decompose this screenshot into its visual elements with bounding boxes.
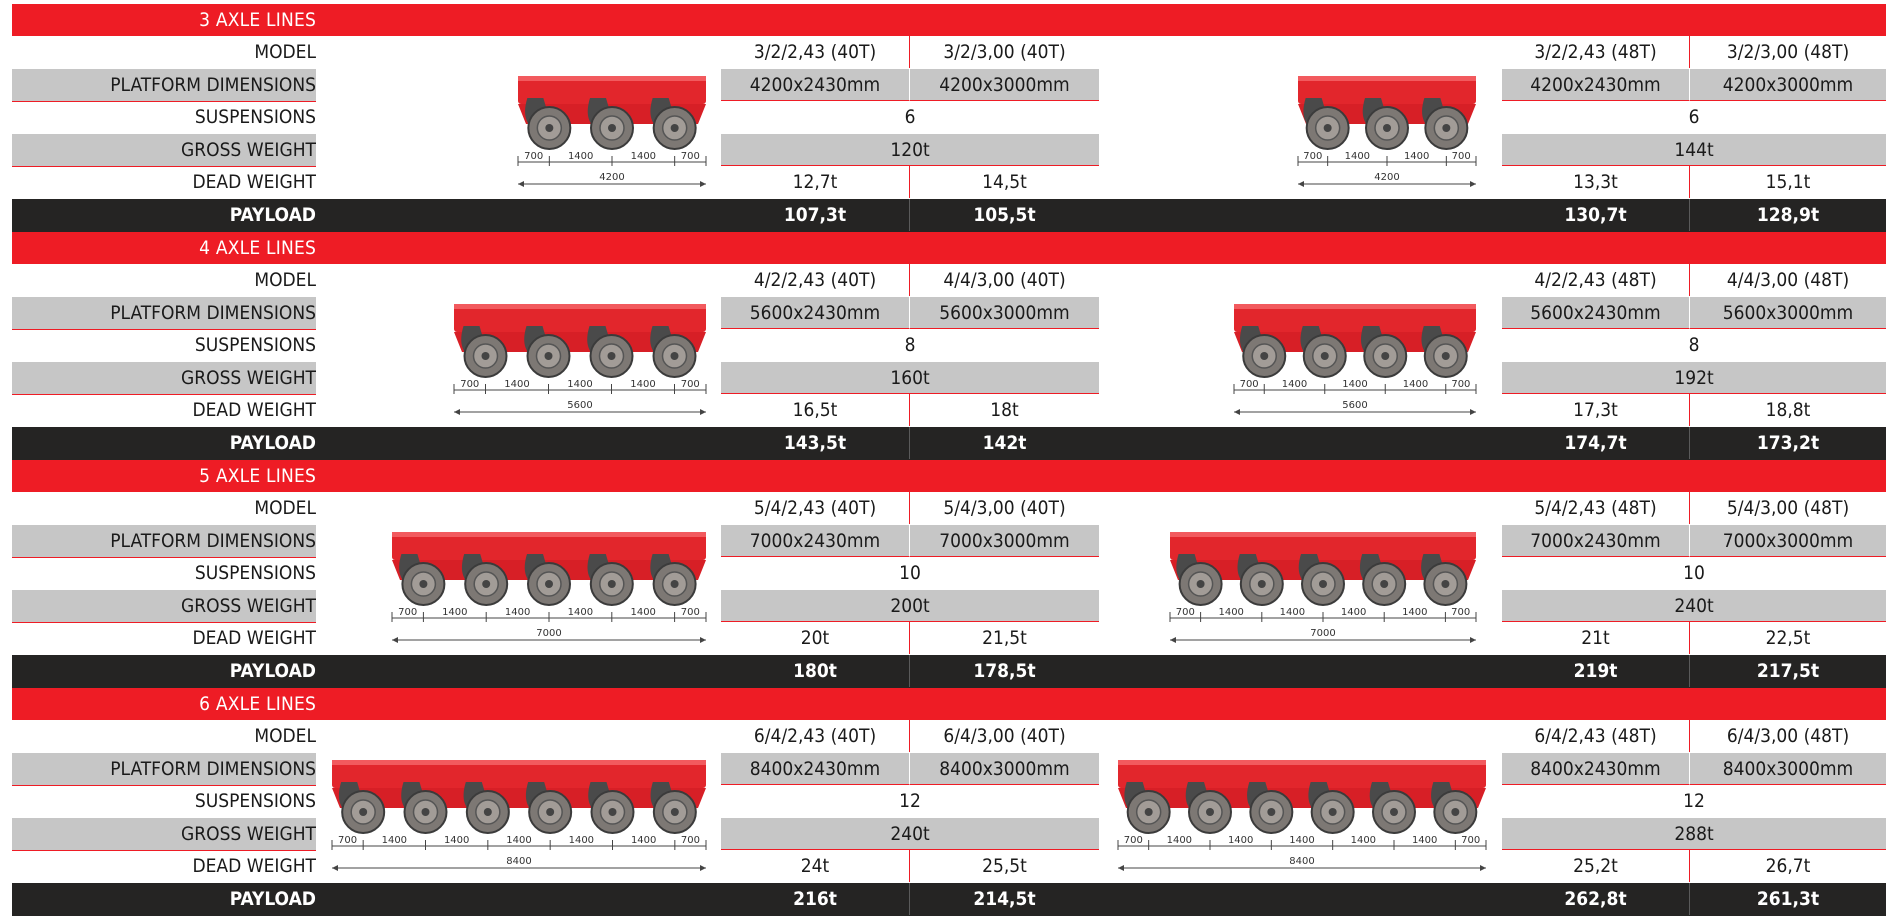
dead-cell: 18t [990,399,1019,422]
spacing-label: 1400 [567,151,594,162]
model-row [12,492,1886,525]
dead-cell: 17,3t [1502,394,1690,426]
payload-row [12,883,1886,916]
spacing-label: 1400 [1227,835,1254,846]
total-length-label: 5600 [567,400,593,411]
model-cell: 3/2/3,00 (48T) [1726,41,1850,63]
payload-label: PAYLOAD [229,204,316,226]
payload-cell: 216t [721,883,910,915]
dead-cell: 21t [1502,622,1690,654]
spacing-label: 700 [1175,607,1195,618]
payload-cell: 214,5t [973,888,1036,910]
payload-cell: 180t [721,655,910,687]
payload-cell: 178,5t [973,660,1036,682]
payload-cell: 262,8t [1502,883,1690,915]
dead-row [12,850,1886,883]
spacing-label: 700 [680,607,700,618]
gross-cell: 240t [1502,590,1886,622]
model-cell: 4/4/3,00 (40T) [943,269,1066,291]
gross-label: GROSS WEIGHT [12,590,316,623]
spacing-label: 1400 [1281,379,1308,390]
model-label: MODEL [254,269,316,291]
platform-label: PLATFORM DIMENSIONS [12,297,316,330]
payload-row [12,427,1886,460]
dead-cell: 25,5t [982,855,1027,878]
suspensions-label: SUSPENSIONS [194,562,316,585]
suspensions-cell: 8 [1688,334,1700,357]
trailer-drawing [448,294,712,422]
gross-row [12,590,1886,623]
gross-cell: 192t [1502,362,1886,394]
dead-label: DEAD WEIGHT [192,171,316,194]
spacing-label: 700 [1303,151,1323,162]
model-cell: 6/4/2,43 (48T) [1502,720,1690,752]
spacing-label: 700 [524,151,544,162]
spacing-label: 1400 [443,835,470,846]
payload-cell: 219t [1502,655,1690,687]
payload-cell: 128,9t [1756,204,1820,226]
gross-row [12,134,1886,167]
section-header [12,460,1886,492]
suspensions-cell: 8 [904,334,916,357]
suspensions-label: SUSPENSIONS [194,790,316,813]
model-row [12,36,1886,69]
trailer-drawing [1112,750,1492,878]
gross-cell: 144t [1502,134,1886,166]
spacing-label: 1400 [567,607,594,618]
spacing-label: 700 [1451,379,1471,390]
suspensions-cell: 12 [1683,790,1705,813]
model-row [12,720,1886,753]
payload-cell: 261,3t [1756,888,1820,910]
platform-cell: 8400x3000mm [1690,753,1886,785]
payload-cell: 107,3t [721,199,910,231]
platform-cell: 4200x2430mm [721,69,910,101]
spacing-label: 1400 [1402,379,1429,390]
suspensions-label: SUSPENSIONS [194,334,316,357]
platform-cell: 7000x2430mm [1502,525,1690,557]
spacing-label: 700 [1461,835,1481,846]
payload-cell: 174,7t [1502,427,1690,459]
platform-cell: 4200x2430mm [1502,69,1690,101]
model-cell: 5/4/3,00 (40T) [943,497,1066,519]
payload-cell: 173,2t [1756,432,1820,454]
platform-label: PLATFORM DIMENSIONS [12,69,316,102]
suspensions-cell: 6 [904,106,916,129]
model-label: MODEL [254,725,316,747]
spacing-label: 700 [1451,607,1471,618]
spacing-label: 1400 [1289,835,1315,846]
trailer-drawing [512,66,712,194]
dead-cell: 15,1t [1765,171,1811,194]
payload-cell: 143,5t [721,427,910,459]
platform-row [12,297,1886,330]
suspensions-row [12,101,1886,134]
payload-cell: 105,5t [973,204,1036,226]
payload-row [12,199,1886,232]
section-title: 5 AXLE LINES [199,465,316,487]
platform-row [12,753,1886,786]
model-cell: 4/4/3,00 (48T) [1726,269,1850,291]
total-length-label: 8400 [1289,856,1315,867]
platform-cell: 5600x2430mm [721,297,910,329]
gross-cell: 120t [721,134,1099,166]
suspensions-label: SUSPENSIONS [194,106,316,129]
dead-cell: 12,7t [721,166,910,198]
payload-label: PAYLOAD [229,432,316,454]
total-length-label: 7000 [536,628,562,639]
suspensions-row [12,329,1886,362]
model-cell: 6/4/3,00 (40T) [943,725,1066,747]
payload-cell: 142t [982,432,1027,454]
model-label: MODEL [254,41,316,63]
section-header [12,688,1886,720]
trailer-drawing [1228,294,1482,422]
dead-cell: 25,2t [1502,850,1690,882]
dead-cell: 13,3t [1502,166,1690,198]
trailer-drawing [386,522,712,650]
platform-cell: 5600x3000mm [910,297,1099,329]
spacing-label: 700 [680,379,700,390]
spacing-label: 1400 [567,379,593,390]
spacing-label: 700 [1239,379,1259,390]
spacing-label: 1400 [630,379,656,390]
platform-cell: 5600x3000mm [1690,297,1886,329]
dead-cell: 21,5t [982,627,1027,650]
suspensions-row [12,557,1886,590]
spacing-label: 1400 [504,607,531,618]
trailer-drawing [1292,66,1482,194]
dead-row [12,622,1886,655]
dead-label: DEAD WEIGHT [192,399,316,422]
model-cell: 5/4/2,43 (40T) [721,492,910,524]
spacing-label: 700 [1451,151,1471,162]
model-cell: 4/2/2,43 (40T) [721,264,910,296]
platform-label: PLATFORM DIMENSIONS [12,525,316,558]
spacing-label: 1400 [630,151,657,162]
dead-cell: 20t [721,622,910,654]
section-header [12,232,1886,264]
platform-cell: 7000x3000mm [910,525,1099,557]
spacing-label: 1400 [1402,607,1428,618]
spacing-label: 1400 [1279,607,1306,618]
platform-row [12,69,1886,102]
spacing-label: 1400 [506,835,532,846]
total-length-label: 4200 [599,172,625,183]
gross-row [12,818,1886,851]
gross-cell: 240t [721,818,1099,850]
spacing-label: 1400 [442,607,468,618]
model-cell: 5/4/3,00 (48T) [1726,497,1850,519]
model-cell: 5/4/2,43 (48T) [1502,492,1690,524]
platform-cell: 8400x2430mm [1502,753,1690,785]
model-label: MODEL [254,497,316,519]
payload-label: PAYLOAD [229,888,316,910]
section-title: 3 AXLE LINES [199,9,316,31]
dead-cell: 22,5t [1765,627,1811,650]
platform-cell: 8400x2430mm [721,753,910,785]
spacing-label: 1400 [1340,607,1367,618]
gross-label: GROSS WEIGHT [12,134,316,167]
total-length-label: 8400 [506,856,532,867]
platform-row [12,525,1886,558]
suspensions-cell: 6 [1688,106,1700,129]
platform-cell: 4200x3000mm [1690,69,1886,101]
spacing-label: 1400 [1403,151,1430,162]
model-cell: 3/2/2,43 (40T) [721,36,910,68]
spacing-label: 1400 [568,835,595,846]
payload-cell: 130,7t [1502,199,1690,231]
gross-label: GROSS WEIGHT [12,362,316,395]
platform-cell: 7000x2430mm [721,525,910,557]
spacing-label: 700 [398,607,418,618]
spacing-label: 700 [680,151,700,162]
total-length-label: 4200 [1374,172,1400,183]
total-length-label: 5600 [1342,400,1368,411]
dead-cell: 18,8t [1765,399,1811,422]
gross-cell: 200t [721,590,1099,622]
gross-cell: 288t [1502,818,1886,850]
model-row [12,264,1886,297]
platform-cell: 8400x3000mm [910,753,1099,785]
spacing-label: 700 [338,835,358,846]
model-cell: 4/2/2,43 (48T) [1502,264,1690,296]
dead-cell: 26,7t [1765,855,1811,878]
model-cell: 6/4/2,43 (40T) [721,720,910,752]
spacing-label: 700 [680,835,700,846]
dead-cell: 24t [721,850,910,882]
model-cell: 3/2/3,00 (40T) [943,41,1066,63]
gross-cell: 160t [721,362,1099,394]
dead-row [12,394,1886,427]
trailer-drawing [1164,522,1482,650]
dead-cell: 16,5t [721,394,910,426]
payload-row [12,655,1886,688]
trailer-drawing [326,750,712,878]
payload-cell: 217,5t [1756,660,1820,682]
spacing-label: 1400 [381,835,408,846]
dead-label: DEAD WEIGHT [192,855,316,878]
spacing-label: 1400 [1344,151,1371,162]
suspensions-cell: 10 [899,562,921,585]
suspensions-cell: 10 [1683,562,1705,585]
spacing-label: 1400 [1411,835,1438,846]
total-length-label: 7000 [1310,628,1336,639]
spacing-label: 1400 [1218,607,1244,618]
gross-label: GROSS WEIGHT [12,818,316,851]
dead-label: DEAD WEIGHT [192,627,316,650]
spacing-label: 1400 [504,379,530,390]
spacing-label: 1400 [1350,835,1377,846]
model-cell: 3/2/2,43 (48T) [1502,36,1690,68]
spacing-label: 1400 [1342,379,1368,390]
platform-cell: 4200x3000mm [910,69,1099,101]
spacing-label: 1400 [630,607,656,618]
suspensions-cell: 12 [899,790,921,813]
spacing-label: 1400 [630,835,657,846]
spacing-label: 700 [460,379,480,390]
dead-cell: 14,5t [982,171,1027,194]
gross-row [12,362,1886,395]
section-header [12,4,1886,36]
model-cell: 6/4/3,00 (48T) [1726,725,1850,747]
spacing-label: 1400 [1166,835,1193,846]
spacing-label: 700 [1123,835,1143,846]
platform-label: PLATFORM DIMENSIONS [12,753,316,786]
platform-cell: 7000x3000mm [1690,525,1886,557]
section-title: 6 AXLE LINES [199,693,316,715]
payload-label: PAYLOAD [229,660,316,682]
suspensions-row [12,785,1886,818]
section-title: 4 AXLE LINES [199,237,316,259]
dead-row [12,166,1886,199]
platform-cell: 5600x2430mm [1502,297,1690,329]
